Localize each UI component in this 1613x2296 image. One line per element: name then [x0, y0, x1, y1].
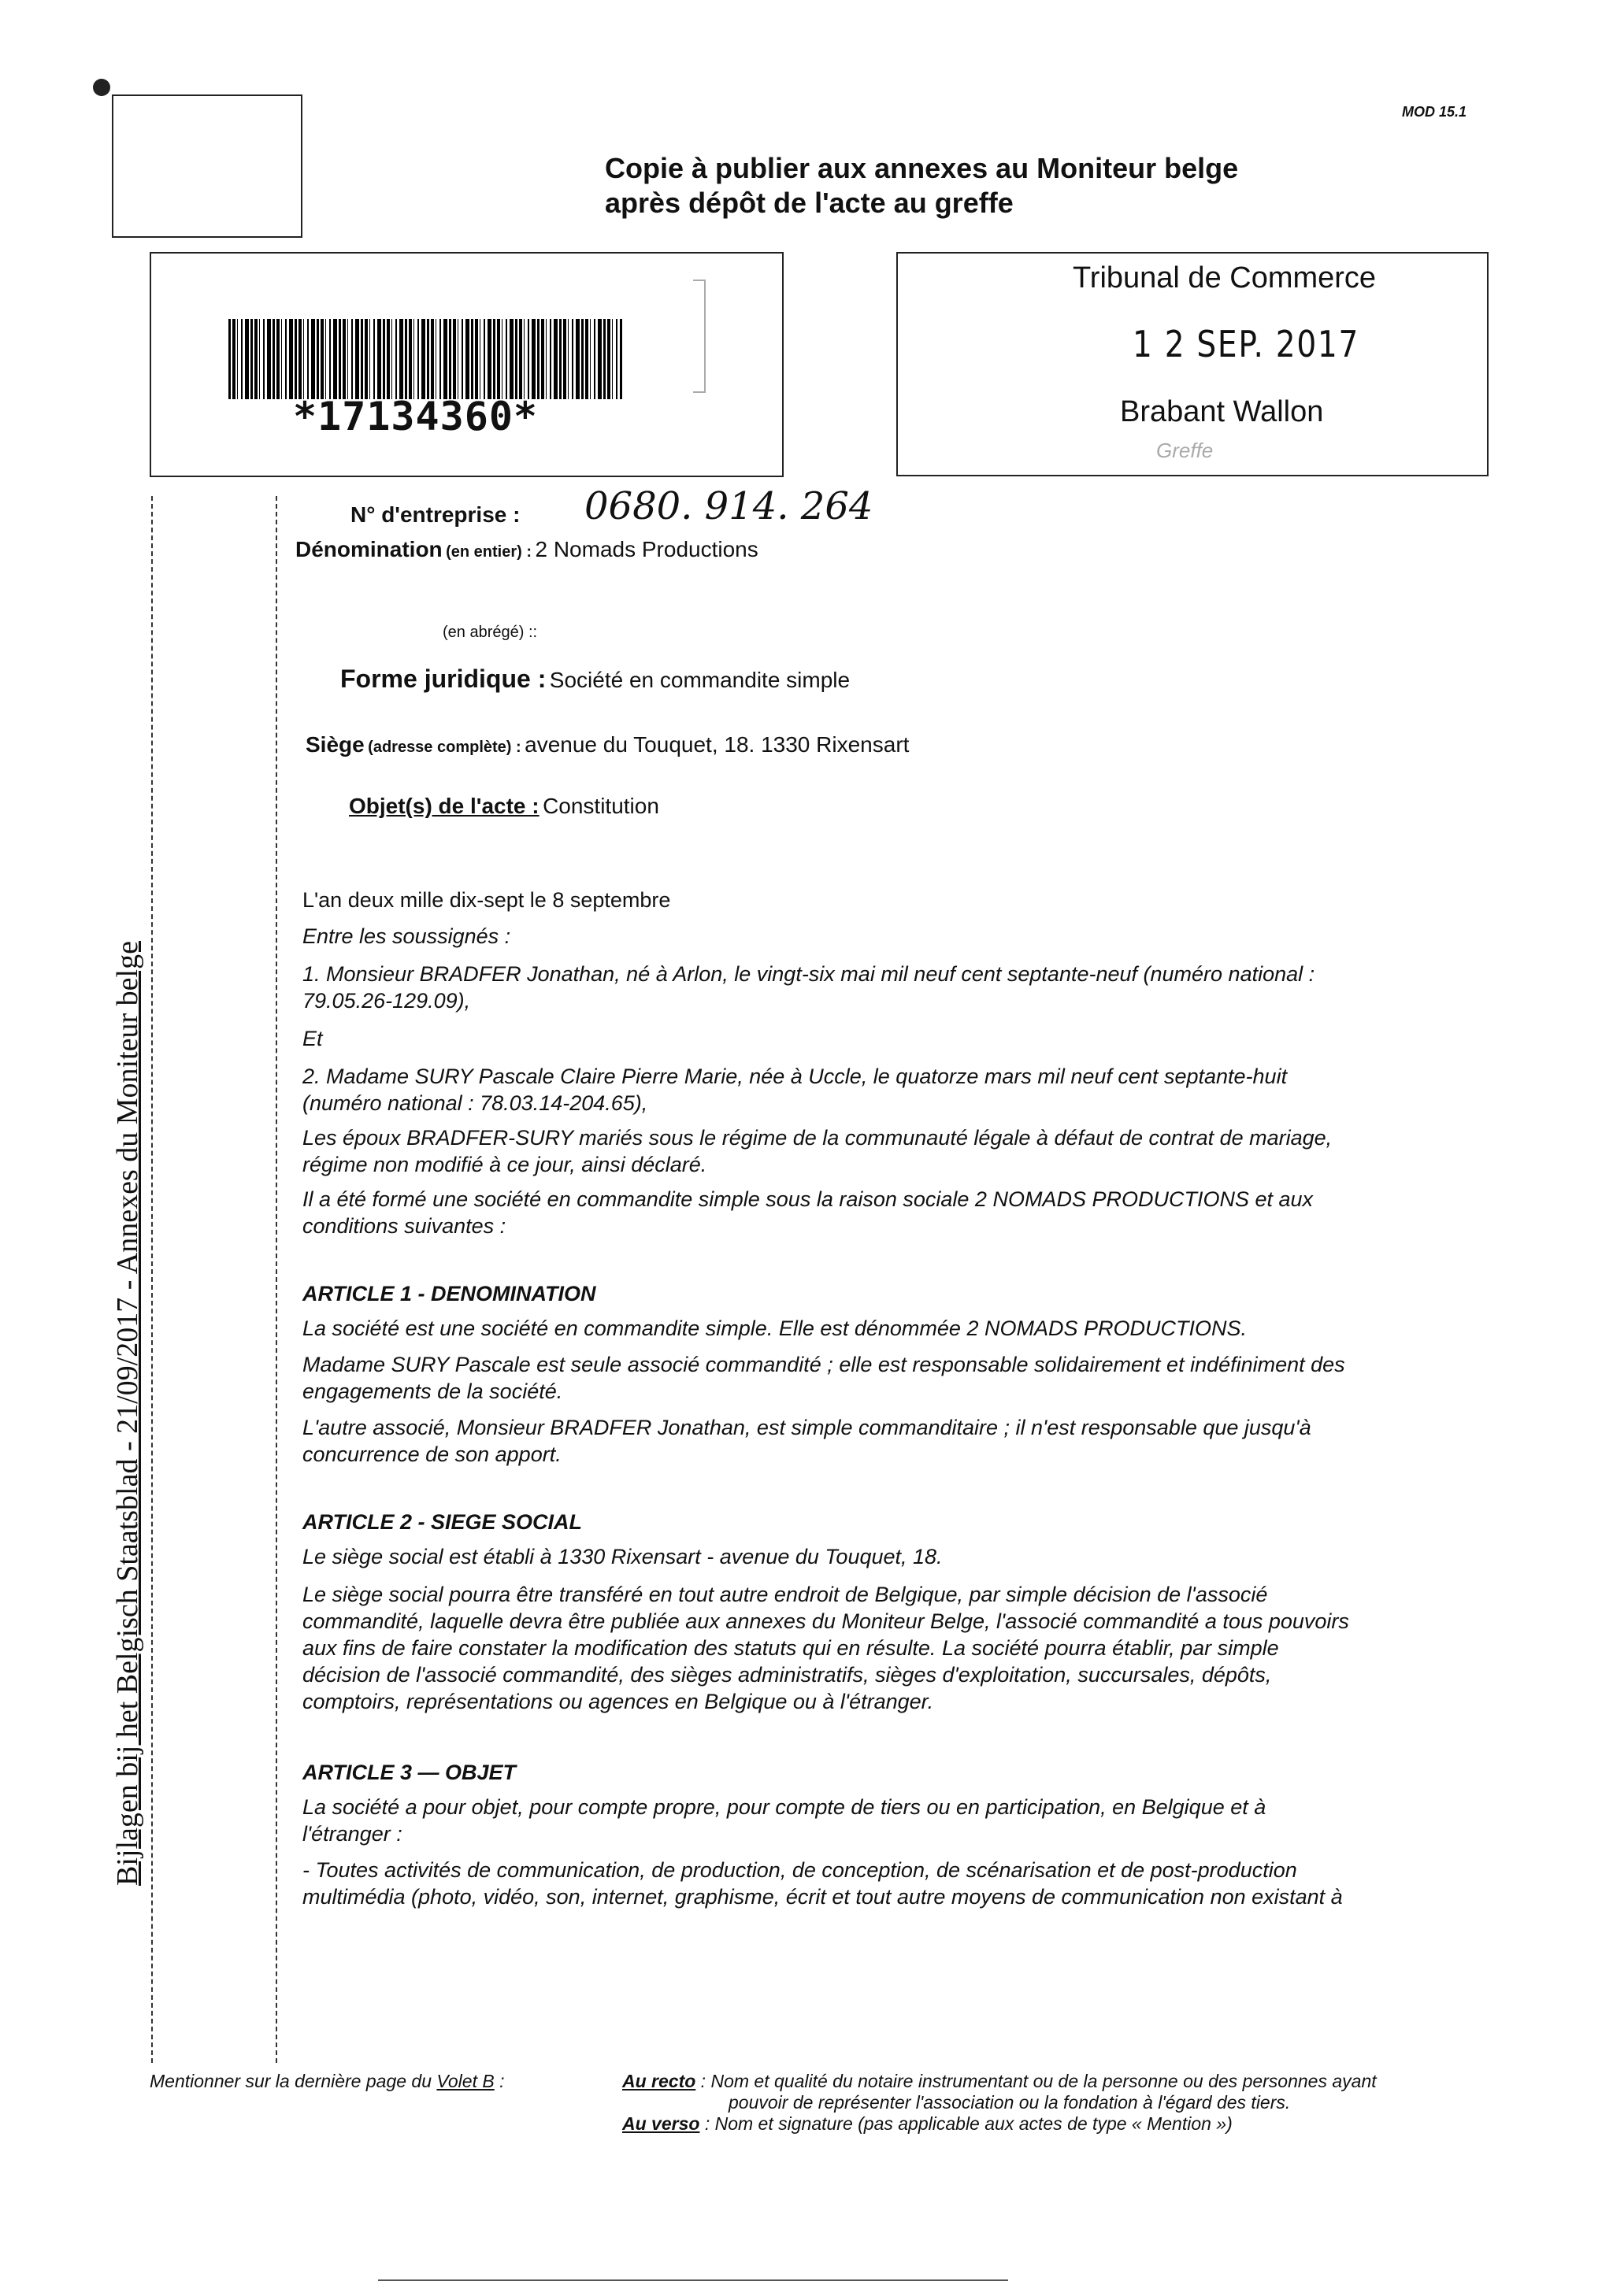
page-title [605, 151, 1238, 220]
siege-value: avenue du Touquet, 18. 1330 Rixensart [525, 732, 910, 757]
para-entre: Entre les soussignés : [302, 924, 511, 948]
party-2-line-2: (numéro national : 78.03.14-204.65), [302, 1091, 648, 1115]
party-1-line-2: 79.05.26-129.09), [302, 989, 471, 1013]
epoux-line-1: Les époux BRADFER-SURY mariés sous le régime de la communauté légale à défaut de contrat de mariage, [302, 1126, 1333, 1150]
verso-label: Au verso [622, 2113, 700, 2134]
para-et: Et [302, 1027, 323, 1050]
court-stamp [896, 252, 1489, 476]
article-3-para-2 [302, 1857, 1460, 1910]
article-3-para-1-line-2: l'étranger : [302, 1822, 402, 1846]
body-text [302, 887, 1460, 1910]
article-3-para-2-line-2: multimédia (photo, vidéo, son, internet, graphisme, écrit et tout autre moyens de communication non existant à [302, 1885, 1343, 1909]
article-2-para-2-line-2: commandité, laquelle devra être publiée aux annexes du Moniteur Belge, l'associé commandité a tous pouvoirs [302, 1609, 1349, 1633]
verso-text: : Nom et signature (pas applicable aux actes de type « Mention ») [699, 2113, 1233, 2134]
denomination-label: Dénomination [295, 537, 443, 561]
entreprise-label: N° d'entreprise : [350, 502, 521, 527]
article-1-para-3 [302, 1414, 1460, 1468]
stamp-date: 1 2 SEP. 2017 [1133, 323, 1360, 365]
side-publication-text: Bijlagen bij het Belgisch Staatsblad - 21/09/2017 - Annexes du Moniteur belge [111, 941, 144, 1886]
form-code: MOD 15.1 [1402, 104, 1467, 120]
article-1-para-3-line-2: concurrence de son apport. [302, 1442, 562, 1466]
article-3-para-1 [302, 1794, 1460, 1847]
siege-label: Siège [306, 732, 365, 757]
para-party-2 [302, 1063, 1460, 1117]
formation-line-1: Il a été formé une société en commandite simple sous la raison sociale 2 NOMADS PRODUCTIONS et aux [302, 1187, 1314, 1211]
article-3-para-2-line-1: - Toutes activités de communication, de production, de conception, de scénarisation et de post-production [302, 1858, 1297, 1882]
margin-line-left [151, 496, 153, 2063]
article-1-para-3-line-1: L'autre associé, Monsieur BRADFER Jonathan, est simple commanditaire ; il n'est responsable que jusqu'à [302, 1416, 1311, 1439]
objet-value: Constitution [543, 794, 659, 818]
barcode-image [228, 319, 622, 399]
title-line-2: après dépôt de l'acte au greffe [605, 187, 1014, 219]
article-2-para-2-line-4: décision de l'associé commandité, des sièges administratifs, sièges d'exploitation, succursales, dépôts, [302, 1663, 1272, 1687]
stamp-court: Tribunal de Commerce [1073, 261, 1377, 294]
barcode-number: *17134360* [293, 394, 539, 439]
article-2-para-2-line-1: Le siège social pourra être transféré en tout autre endroit de Belgique, par simple décision de l'associé [302, 1583, 1268, 1606]
article-1-para-2-line-2: engagements de la société. [302, 1379, 563, 1403]
article-1-para-1: La société est une société en commandite simple. Elle est dénommée 2 NOMADS PRODUCTIONS. [302, 1316, 1247, 1340]
article-2-para-1: Le siège social est établi à 1330 Rixensart - avenue du Touquet, 18. [302, 1545, 943, 1568]
article-2-title: ARTICLE 2 - SIEGE SOCIAL [302, 1510, 583, 1534]
forme-label: Forme juridique : [340, 665, 547, 693]
para-party-1 [302, 961, 1460, 1014]
forme-value: Société en commandite simple [549, 668, 851, 692]
article-2-para-2 [302, 1581, 1460, 1715]
forme-row [340, 665, 850, 694]
footer-mention-text: Mentionner sur la dernière page du [150, 2071, 432, 2091]
para-formation [302, 1186, 1460, 1239]
party-1-line-1: 1. Monsieur BRADFER Jonathan, né à Arlon, le vingt-six mai mil neuf cent septante-neuf (numéro national : [302, 962, 1315, 986]
recto-line-1: : Nom et qualité du notaire instrumentant ou de la personne ou des personnes ayant [695, 2071, 1377, 2091]
top-left-frame [112, 94, 302, 238]
para-date: L'an deux mille dix-sept le 8 septembre [302, 888, 671, 912]
siege-sub: (adresse complète) : [368, 739, 521, 756]
footer-colon: : [494, 2071, 505, 2091]
epoux-line-2: régime non modifié à ce jour, ainsi déclaré. [302, 1153, 707, 1176]
article-2-para-2-line-5: comptoirs, représentations ou agences en Belgique ou à l'étranger. [302, 1690, 934, 1713]
footer-recto [622, 2071, 1520, 2135]
denomination-sub: (en entier) : [446, 543, 532, 561]
recto-label: Au recto [622, 2071, 696, 2091]
stamp-greffe: Greffe [1156, 439, 1214, 462]
article-3-para-1-line-1: La société a pour objet, pour compte propre, pour compte de tiers ou en participation, en Belgique et à [302, 1795, 1266, 1819]
article-1-para-2-line-1: Madame SURY Pascale est seule associé commandité ; elle est responsable solidairement et indéfiniment des [302, 1353, 1345, 1376]
formation-line-2: conditions suivantes : [302, 1214, 506, 1238]
barcode-side-mark [693, 280, 706, 393]
margin-line-right [276, 496, 277, 2063]
objet-row [349, 794, 659, 819]
bottom-rule [378, 2279, 1008, 2281]
abrege-label: (en abrégé) :: [443, 624, 538, 641]
recto-line-2: pouvoir de représenter l'association ou la fondation à l'égard des tiers. [729, 2092, 1291, 2113]
denomination-value: 2 Nomads Productions [535, 537, 758, 561]
footer-volet: Volet B [436, 2071, 495, 2091]
article-1-para-2 [302, 1351, 1460, 1405]
objet-label: Objet(s) de l'acte : [349, 794, 540, 818]
article-3-title: ARTICLE 3 — OBJET [302, 1761, 517, 1784]
para-epoux [302, 1124, 1460, 1178]
footer-mention [150, 2071, 505, 2092]
party-2-line-1: 2. Madame SURY Pascale Claire Pierre Marie, née à Uccle, le quatorze mars mil neuf cent septante-huit [302, 1065, 1288, 1088]
stamp-region: Brabant Wallon [1120, 395, 1324, 428]
title-line-1: Copie à publier aux annexes au Moniteur belge [605, 152, 1239, 184]
siege-row [306, 732, 909, 757]
article-2-para-2-line-3: aux fins de faire constater la modification des statuts qui en résulte. La société pourra établir, par simple [302, 1636, 1279, 1660]
denomination-row [295, 537, 758, 562]
entreprise-number: 0680. 914. 264 [584, 484, 873, 528]
article-1-title: ARTICLE 1 - DENOMINATION [302, 1282, 596, 1305]
scan-mark [93, 79, 110, 96]
